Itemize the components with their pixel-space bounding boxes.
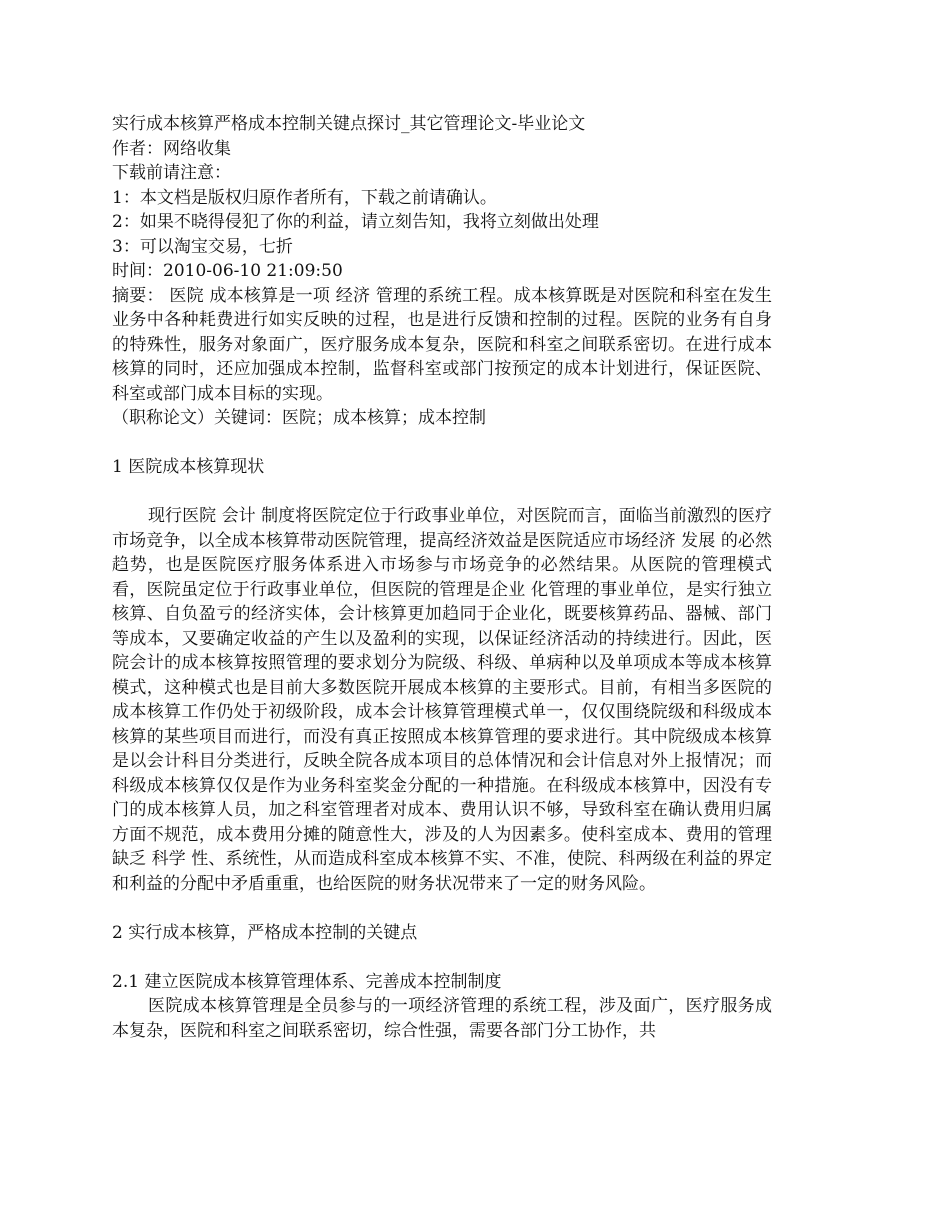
section-2-1-heading: 2.1 建立医院成本核算管理体系、完善成本控制制度 xyxy=(112,971,502,992)
author-line: 作者：网络收集 xyxy=(112,138,231,159)
section-2-heading: 2 实行成本核算，严格成本控制的关键点 xyxy=(112,922,418,943)
section-1-heading: 1 医院成本核算现状 xyxy=(112,457,265,477)
document-title: 实行成本核算严格成本控制关键点探讨_其它管理论文-毕业论文 xyxy=(112,114,586,134)
notice-item: 3：可以淘宝交易，七折 xyxy=(112,236,293,257)
notice-item: 2：如果不晓得侵犯了你的利益，请立刻告知，我将立刻做出处理 xyxy=(112,212,599,232)
section-2-1-body: 医院成本核算管理是全员参与的一项经济管理的系统工程，涉及面广，医疗服务成本复杂，医院和科室之间联系密切，综合性强，需要各部门分工协作，共 xyxy=(112,996,772,1041)
keywords-line: （职称论文）关键词：医院；成本核算；成本控制 xyxy=(112,408,486,428)
abstract-paragraph: 摘要： 医院 成本核算是一项 经济 管理的系统工程。成本核算既是对医院和科室在发生业务中各种耗费进行如实反映的过程，也是进行反馈和控制的过程。医院的业务有自身的特殊性，服务对象面广，医疗服务成本复杂，医院和科室之间联系密切。在进行成本核算的同时，还应加强成本控制，监督科室或部门按预定的成本计划进行，保证医院、科室或部门成本目标的实现。 xyxy=(112,285,772,404)
spacer xyxy=(112,945,772,970)
spacer xyxy=(112,431,772,456)
document-page xyxy=(112,112,772,1043)
notice-item: 1：本文档是版权归原作者所有，下载之前请确认。 xyxy=(112,187,497,208)
spacer xyxy=(112,480,772,505)
time-line: 时间：2010-06-10 21:09:50 xyxy=(112,261,343,281)
section-1-body: 现行医院 会计 制度将医院定位于行政事业单位，对医院而言，面临当前激烈的医疗市场竞争，以全成本核算带动医院管理，提高经济效益是医院适应市场经济 发展 的必然趋势，也是医院医疗服务体系进入市场参与市场竞争的必然结果。从医院的管理模式看，医院虽定位于行政事业单位，但医院的管理是企业 化管理的事业单位，是实行独立核算、自负盈亏的经济实体，会计核算更加趋同于企业化，既要核算药品、器械、部门等成本，又要确定收益的产生以及盈利的实现，以保证经济活动的持续进行。因此，医院会计的成本核算按照管理的要求划分为院级、科级、单病种以及单项成本等成本核算模式，这种模式也是目前大多数医院开展成本核算的主要形式。目前，有相当多医院的成本核算工作仍处于初级阶段，成本会计核算管理模式单一，仅仅围绕院级和科级成本核算的某些项目而进行，而没有真正按照成本核算管理的要求进行。其中院级成本核算是以会计科目分类进行，反映全院各成本项目的总体情况和会计信息对外上报情况；而科级成本核算仅仅是作为业务科室奖金分配的一种措施。在科级成本核算中，因没有专门的成本核算人员，加之科室管理者对成本、费用认识不够，导致科室在确认费用归属方面不规范，成本费用分摊的随意性大，涉及的人为因素多。使科室成本、费用的管理缺乏 科学 性、系统性，从而造成科室成本核算不实、不准，使院、科两级在利益的界定和利益的分配中矛盾重重，也给医院的财务状况带来了一定的财务风险。 xyxy=(112,506,772,894)
notice-heading: 下载前请注意： xyxy=(112,163,231,183)
spacer xyxy=(112,896,772,921)
